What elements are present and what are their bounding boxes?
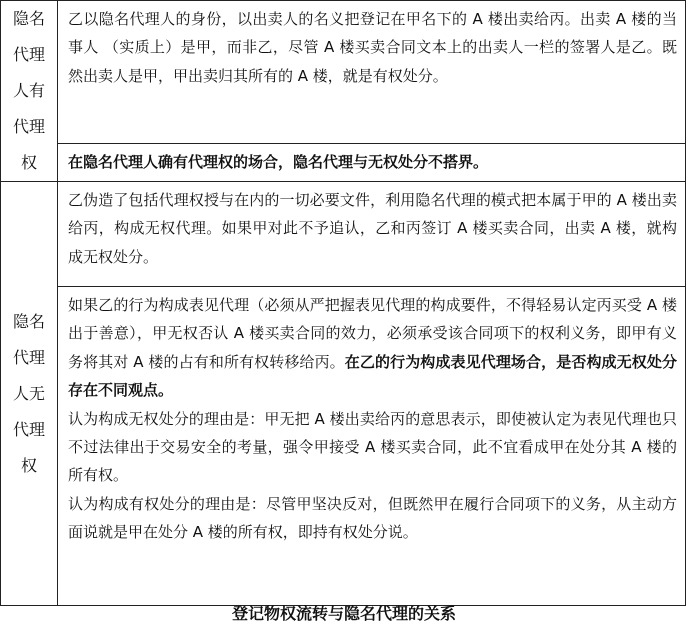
label-line: 代理 xyxy=(12,347,45,367)
paragraph-authorized-view: 认为构成有权处分的理由是：尽管甲坚决反对，但既然甲在履行合同项下的义务，从主动方面说就是甲在处分 A 楼的所有权，即持有权处分说。 xyxy=(68,494,677,542)
table-row-has-authority xyxy=(1,1,686,144)
paragraph-unauthorized-view: 认为构成无权处分的理由是：甲无把 A 楼出卖给丙的意思表示，即使被认定为表见代理也只不过法律出于交易安全的考量，强令甲接受 A 楼买卖合同，此不宜看成甲在处分其 A 楼的所有权。 xyxy=(68,409,677,485)
label-line: 人有 xyxy=(12,81,45,100)
paragraph-text: 如果乙的行为构成表见代理（必须从严把握表见代理的构成要件，不得轻易认定丙买受 A 楼出于善意），甲无权否认 A 楼买卖合同的效力，必须承受该合同项下的权利义务，即甲有义务将其对 A 楼的占有和所有权转移给丙。 xyxy=(68,296,677,371)
label-line: 代理 xyxy=(12,117,45,136)
cell-has-authority-description xyxy=(58,1,686,144)
table-row-has-authority-conclusion xyxy=(1,144,686,182)
label-line: 代理 xyxy=(12,419,45,439)
conclusion-text: 在隐名代理人确有代理权的场合，隐名代理与无权处分不搭界。 xyxy=(68,153,489,172)
bold-highlight-text: 在乙的行为构成表见代理场合，是否构成无权处分存在不同观点。 xyxy=(68,352,677,400)
row-label-has-authority xyxy=(1,1,58,182)
table-caption: 登记物权流转与隐名代理的关系 xyxy=(231,604,456,623)
label-line: 隐名 xyxy=(12,311,45,331)
label-line: 权 xyxy=(20,455,37,475)
label-line: 隐名 xyxy=(12,9,45,28)
paragraph: 乙伪造了包括代理权授与在内的一切必要文件，利用隐名代理的模式把本属于甲的 A 楼出卖给丙，构成无权代理。如果甲对此不予追认，乙和丙签订 A 楼买卖合同，出卖 A 楼，就构成无权处分。 xyxy=(68,191,677,266)
table-row-apparent-agency xyxy=(1,287,686,606)
cell-apparent-agency xyxy=(58,287,686,606)
paragraph-apparent-agency xyxy=(68,291,677,405)
row-label-no-authority xyxy=(1,182,58,606)
table-row-no-authority xyxy=(1,182,686,287)
label-line: 人无 xyxy=(12,383,45,403)
label-line: 代理 xyxy=(12,45,45,64)
paragraph: 乙以隐名代理人的身份，以出卖人的名义把登记在甲名下的 A 楼出卖给丙。出卖 A 楼的当事人 （实质上）是甲，而非乙，尽管 A 楼买卖合同文本上的出卖人一栏的签署人是乙。既然出卖人是甲，甲出卖归其所有的 A 楼，就是有权处分。 xyxy=(68,10,677,85)
cell-unauthorized-agency xyxy=(58,182,686,287)
cell-has-authority-conclusion xyxy=(58,144,686,182)
label-line: 权 xyxy=(20,153,37,172)
